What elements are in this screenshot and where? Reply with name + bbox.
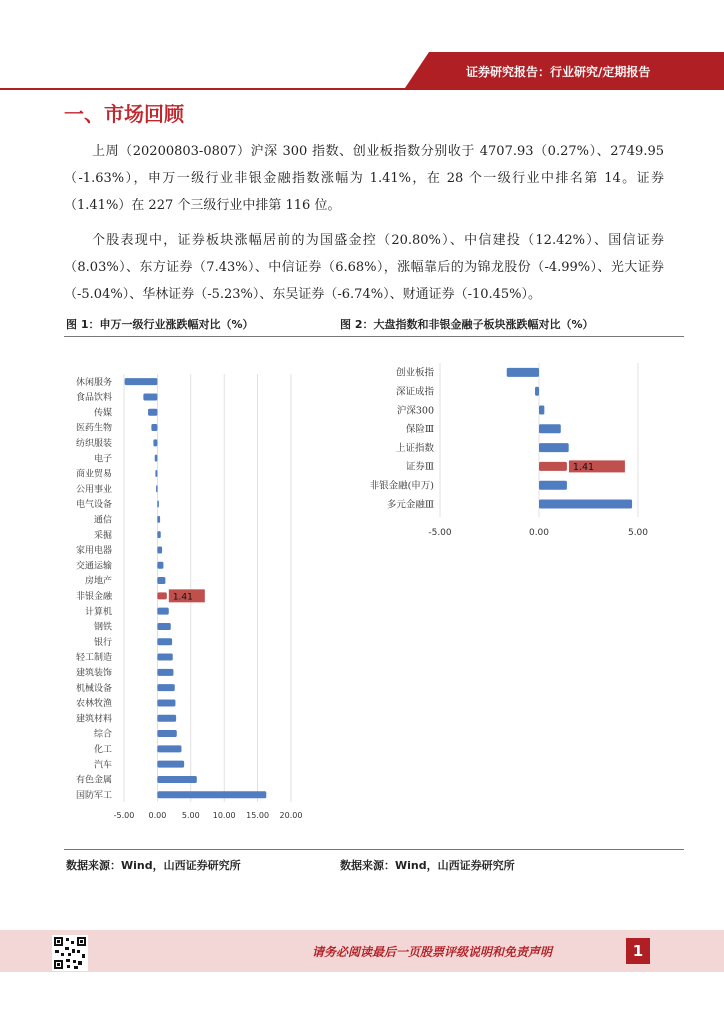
qr-code-icon[interactable]	[52, 935, 88, 971]
bar	[157, 776, 196, 783]
category-label: 商业贸易	[75, 469, 112, 480]
x-tick-label: 20.00	[279, 811, 303, 820]
industry-return-chart	[64, 340, 304, 830]
category-label: 创业板指	[395, 367, 434, 379]
category-label: 传媒	[93, 408, 112, 419]
bar	[157, 715, 176, 722]
category-label: 轻工制造	[75, 653, 112, 664]
bar	[157, 745, 181, 752]
bar	[157, 501, 159, 508]
bar	[157, 730, 176, 737]
bar	[157, 546, 162, 553]
x-tick-label: 0.00	[148, 811, 167, 820]
bar	[157, 608, 168, 615]
bar	[157, 531, 160, 538]
x-tick-label: -5.00	[113, 811, 135, 820]
category-label: 机械设备	[75, 683, 112, 694]
category-label: 电气设备	[75, 500, 112, 511]
category-label: 上证指数	[395, 442, 434, 454]
bar	[539, 481, 567, 490]
category-label: 建筑装饰	[75, 668, 112, 679]
category-label: 汽车	[93, 760, 112, 771]
data-label: 1.41	[172, 592, 193, 603]
stock-performance-paragraph: 个股表现中，证券板块涨幅居前的为国盛金控（20.80%）、中信建投（12.42%）、国信证券（8.03%）、东方证券（7.43%）、中信证券（6.68%），涨幅靠后的为锦龙股份（-4.99%）、光大证券（-5.04%）、华林证券（-5.23%）、东吴证券（-6.74%）、财通证券（-10.45%）。	[64, 233, 664, 302]
category-label: 非银金融	[75, 592, 112, 602]
category-label: 证券Ⅲ	[405, 461, 434, 473]
figure2-source: 数据来源：Wind，山西证券研究所	[340, 859, 515, 872]
bar	[143, 393, 157, 400]
category-label: 深证成指	[395, 386, 434, 398]
footer-disclaimer: 请务必阅读最后一页股票评级说明和免责声明	[312, 945, 553, 959]
bar	[155, 470, 157, 477]
category-label: 房地产	[84, 576, 112, 587]
section-title: 一、市场回顾	[64, 102, 184, 126]
bar	[157, 699, 175, 706]
x-tick-label: -5.00	[428, 528, 452, 538]
bar	[539, 424, 561, 433]
category-label: 非银金融(申万)	[369, 480, 434, 492]
bar	[157, 791, 266, 798]
category-label: 沪深300	[396, 405, 434, 417]
category-label: 电子	[93, 454, 112, 465]
bar	[507, 368, 539, 377]
bar	[151, 424, 157, 431]
category-label: 保险Ⅲ	[405, 424, 434, 436]
bar	[539, 462, 567, 471]
category-label: 多元金融Ⅲ	[386, 499, 434, 511]
category-label: 综合	[93, 729, 112, 740]
bar	[148, 409, 157, 416]
bar	[157, 592, 166, 599]
figure1-source: 数据来源：Wind，山西证券研究所	[66, 859, 241, 872]
category-label: 银行	[93, 637, 112, 648]
bar	[157, 669, 173, 676]
figure-bottom-rule	[64, 849, 684, 850]
x-tick-label: 10.00	[212, 811, 236, 820]
category-label: 公用事业	[75, 484, 112, 495]
category-label: 通信	[93, 515, 112, 526]
bar	[157, 577, 165, 584]
market-review-paragraph: 上周（20200803-0807）沪深 300 指数、创业板指数分别收于 4707.93（0.27%）、2749.95（-1.63%），申万一级行业非银金融指数涨幅为 1.41%，在 28 个一级行业中排名第 14。证券（1.41%）在 227 个三级行业中排第 116 位。	[64, 144, 664, 213]
page-number: 1	[626, 938, 650, 964]
data-label: 1.41	[572, 461, 595, 473]
category-label: 休闲服务	[75, 377, 112, 388]
category-label: 医药生物	[75, 423, 112, 434]
category-label: 建筑材料	[75, 714, 112, 725]
bar	[539, 443, 569, 452]
figure-top-rule	[64, 336, 684, 337]
bar	[157, 623, 170, 630]
index-subsector-return-chart	[340, 345, 670, 545]
bar	[539, 406, 544, 415]
figure1-caption: 图 1：申万一级行业涨跌幅对比（%）	[66, 318, 254, 331]
bar	[155, 455, 158, 462]
bar	[157, 562, 163, 569]
category-label: 国防军工	[75, 790, 112, 801]
category-label: 交通运输	[75, 561, 112, 572]
category-label: 纺织服装	[75, 439, 112, 449]
bar	[157, 654, 172, 661]
category-label: 采掘	[93, 530, 112, 541]
bar	[157, 638, 172, 645]
bar	[157, 684, 174, 691]
category-label: 化工	[93, 745, 112, 755]
category-label: 家用电器	[75, 546, 112, 557]
category-label: 农林牧渔	[75, 699, 112, 710]
category-label: 有色金属	[75, 775, 112, 786]
category-label: 钢铁	[93, 622, 112, 633]
bar	[535, 387, 539, 396]
bar	[125, 378, 158, 385]
bar	[153, 439, 157, 446]
category-label: 食品饮料	[75, 393, 112, 404]
category-label: 计算机	[84, 607, 112, 618]
bar	[156, 485, 158, 492]
bar	[157, 516, 160, 523]
report-type-label: 证券研究报告：行业研究/定期报告	[466, 65, 651, 79]
bar	[157, 761, 184, 768]
bar	[539, 500, 632, 509]
x-tick-label: 5.00	[627, 528, 649, 538]
figure2-caption: 图 2：大盘指数和非银金融子板块涨跌幅对比（%）	[340, 318, 594, 331]
x-tick-label: 0.00	[528, 528, 550, 538]
header-divider	[0, 88, 724, 90]
x-tick-label: 15.00	[246, 811, 270, 820]
x-tick-label: 5.00	[181, 811, 200, 820]
